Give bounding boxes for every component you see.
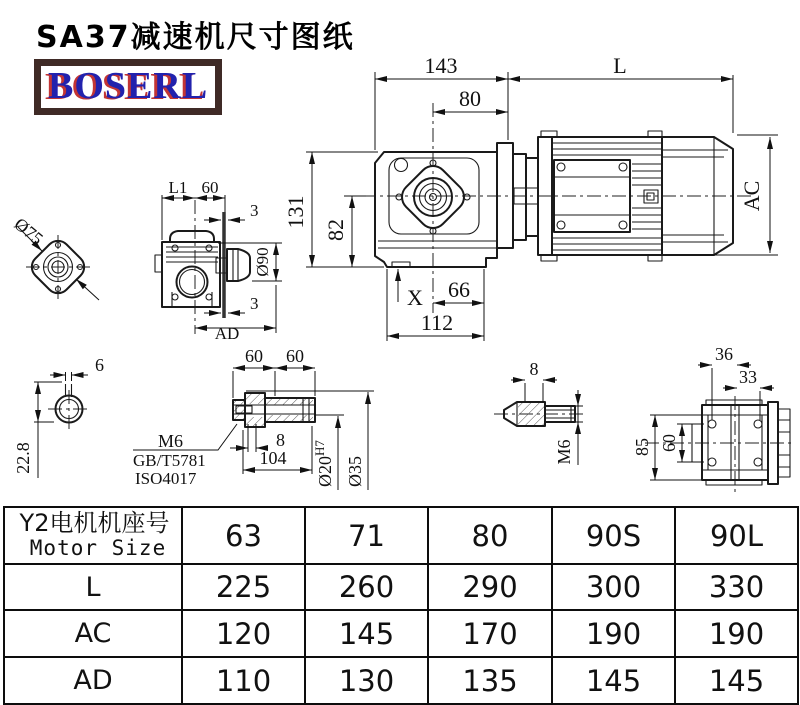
dim-85: 85 <box>632 438 652 456</box>
dim-82: 82 <box>323 219 348 241</box>
table-row-AC <box>4 610 798 657</box>
bolt-view <box>494 359 586 465</box>
cell-AC-63: 120 <box>182 610 305 657</box>
cell-AD-90L: 145 <box>675 657 798 704</box>
dim-L: L <box>613 53 627 78</box>
table-row-L <box>4 564 798 610</box>
end-view <box>632 344 795 492</box>
dim-20H7: $Ø20^{H7}$ <box>312 440 335 487</box>
row-label-AC: AC <box>4 610 182 657</box>
row-label-AD: AD <box>4 657 182 704</box>
col-90S: 90S <box>552 507 675 564</box>
row-label-L: L <box>4 564 182 610</box>
dim-60-end: 60 <box>659 434 679 452</box>
dim-35: Ø35 <box>345 456 365 487</box>
flange-view <box>10 214 99 300</box>
col-90L: 90L <box>675 507 798 564</box>
hollow-shaft-view <box>133 346 374 490</box>
cell-AC-80: 170 <box>428 610 552 657</box>
dim-60-b: 60 <box>286 346 304 366</box>
dim-60-side: 60 <box>201 178 219 197</box>
dim-131: 131 <box>283 195 308 229</box>
dim-8-shaft: 8 <box>276 430 285 450</box>
dim-80: 80 <box>459 86 481 111</box>
table-header-row <box>4 507 798 564</box>
cell-AD-63: 110 <box>182 657 305 704</box>
brand-logo-text: BOSERL <box>48 65 209 107</box>
dim-3-bottom: 3 <box>250 294 259 313</box>
dim-8-bolt: 8 <box>529 359 539 379</box>
label-m6-shaft: M6 <box>158 431 184 451</box>
dim-AC: AC <box>739 180 764 212</box>
label-gb-standard: GB/T5781 <box>133 451 206 470</box>
page-title: SA37减速机尺寸图纸 <box>36 20 355 55</box>
cell-AC-90S: 190 <box>552 610 675 657</box>
dim-M6-bolt: M6 <box>554 439 574 465</box>
dim-66: 66 <box>448 277 470 302</box>
dim-112: 112 <box>420 310 454 335</box>
header-motor-size-en: Motor Size <box>29 536 167 561</box>
main-view <box>283 53 778 341</box>
col-63: 63 <box>182 507 305 564</box>
cell-AC-90L: 190 <box>675 610 798 657</box>
dim-36: 36 <box>715 344 733 364</box>
dim-143: 143 <box>424 53 458 78</box>
shaft-section-view <box>13 355 104 478</box>
dim-AD: AD <box>214 324 240 343</box>
col-80: 80 <box>428 507 552 564</box>
dim-104: 104 <box>259 448 287 468</box>
cell-L-90L: 330 <box>675 564 798 610</box>
dim-90: Ø90 <box>253 247 272 277</box>
dim-3-top: 3 <box>250 201 259 220</box>
dim-X: X <box>407 285 423 310</box>
dim-6: 6 <box>95 355 104 375</box>
label-iso-standard: ISO4017 <box>135 469 197 488</box>
cell-L-90S: 300 <box>552 564 675 610</box>
dim-60-a: 60 <box>245 346 263 366</box>
side-view <box>155 178 282 343</box>
cell-L-80: 290 <box>428 564 552 610</box>
cell-L-71: 260 <box>305 564 428 610</box>
dim-33: 33 <box>739 367 757 387</box>
dimension-table <box>3 506 799 705</box>
cell-AD-80: 135 <box>428 657 552 704</box>
header-motor-size-cn: Y2电机机座号 <box>19 508 170 537</box>
dim-22-8: 22.8 <box>13 442 33 474</box>
dim-75: Ø75 <box>10 213 48 249</box>
dim-L1: L1 <box>168 178 188 197</box>
table-row-AD <box>4 657 798 704</box>
cell-AD-71: 130 <box>305 657 428 704</box>
header-motor-size <box>4 507 182 564</box>
cell-AD-90S: 145 <box>552 657 675 704</box>
col-71: 71 <box>305 507 428 564</box>
cell-AC-71: 145 <box>305 610 428 657</box>
cell-L-63: 225 <box>182 564 305 610</box>
